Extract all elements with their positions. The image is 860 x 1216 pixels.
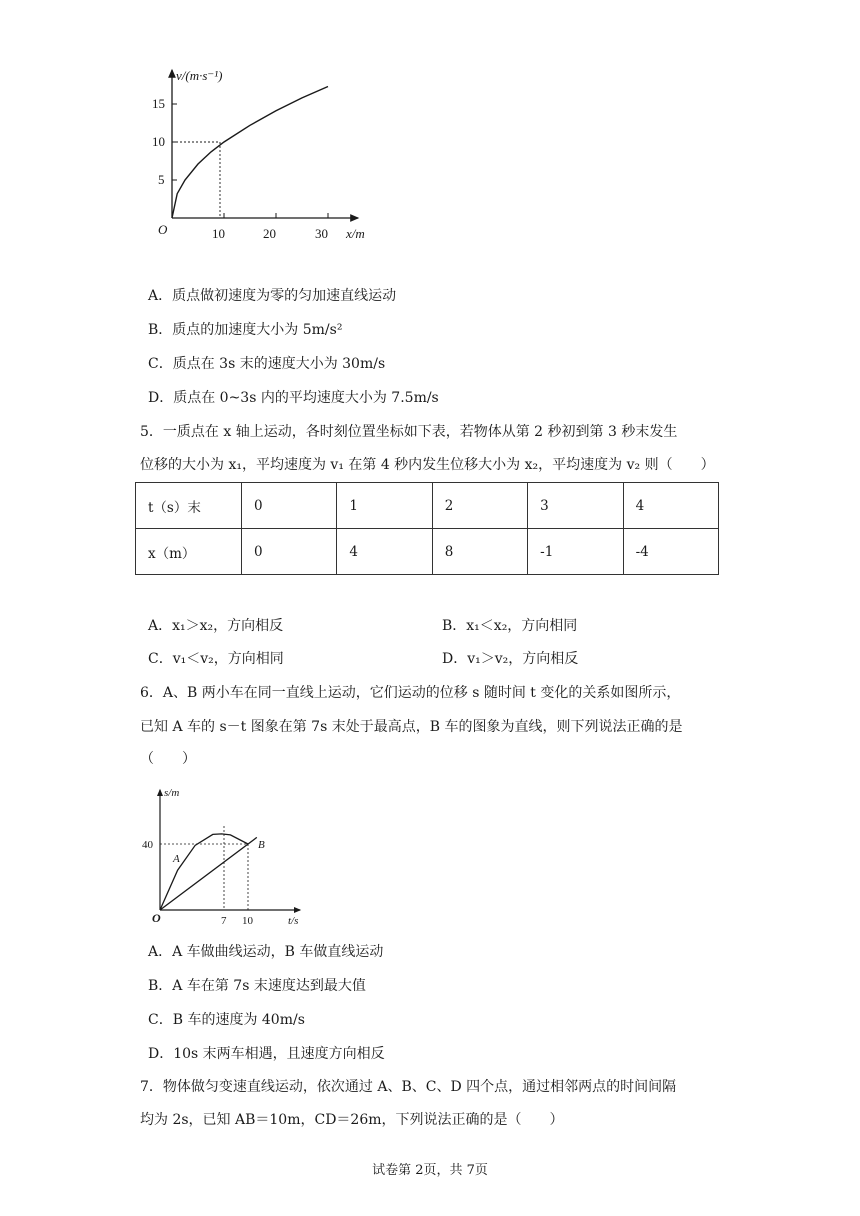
x-tick-label-7: 7 xyxy=(221,915,227,927)
q4-option-b: B．质点的加速度大小为 5m/s² xyxy=(148,322,343,338)
q6-option-b: B．A 车在第 7s 末速度达到最大值 xyxy=(148,978,366,994)
table-header-cell: t（s）末 xyxy=(136,483,242,529)
table-cell: 0 xyxy=(242,483,337,529)
origin-label: O xyxy=(152,911,161,925)
q5-stem-line1: 5．一质点在 x 轴上运动，各时刻位置坐标如下表，若物体从第 2 秒初到第 3 秒末发生 xyxy=(140,424,678,440)
y-tick-label-40: 40 xyxy=(142,839,153,851)
y-tick-label-15: 15 xyxy=(152,96,165,111)
origin-label: O xyxy=(158,222,168,237)
curve-a-label: A xyxy=(173,853,180,865)
q5-option-c: C．v₁＜v₂，方向相同 xyxy=(148,651,284,667)
line-b-label: B xyxy=(258,839,265,851)
table-header-cell: x（m） xyxy=(136,529,242,575)
velocity-position-graph xyxy=(140,60,400,250)
q4-option-d: D．质点在 0~3s 内的平均速度大小为 7.5m/s xyxy=(148,390,439,406)
table-cell: -1 xyxy=(528,529,623,575)
line-b xyxy=(160,837,257,910)
table-cell: 4 xyxy=(337,529,432,575)
table-cell: -4 xyxy=(623,529,718,575)
q7-stem-line2: 均为 2s，已知 AB＝10m，CD＝26m，下列说法正确的是（ ） xyxy=(140,1112,564,1128)
table-row xyxy=(136,529,719,575)
position-time-table xyxy=(135,482,719,575)
y-tick-label-10: 10 xyxy=(152,134,165,149)
q6-stem-line1: 6．A、B 两小车在同一直线上运动，它们运动的位移 s 随时间 t 变化的关系如图所示， xyxy=(140,685,681,701)
curve-a xyxy=(160,834,248,910)
x-tick-label-30: 30 xyxy=(315,226,328,241)
q7-stem-line1: 7．物体做匀变速直线运动，依次通过 A、B、C、D 四个点，通过相邻两点的时间间隔 xyxy=(140,1079,677,1095)
q5-option-b: B．x₁＜x₂，方向相同 xyxy=(442,618,578,634)
table-cell: 8 xyxy=(432,529,527,575)
x-axis-label: t/s xyxy=(288,915,299,927)
x-axis-label: x/m xyxy=(346,226,365,241)
page-footer: 试卷第 2页，共 7页 xyxy=(372,1163,488,1178)
q6-stem-line3: （ ） xyxy=(140,751,196,767)
q6-option-d: D．10s 末两车相遇，且速度方向相反 xyxy=(148,1046,385,1062)
table-cell: 4 xyxy=(623,483,718,529)
q4-option-c: C．质点在 3s 末的速度大小为 30m/s xyxy=(148,356,386,372)
q6-option-a: A．A 车做曲线运动，B 车做直线运动 xyxy=(148,944,384,960)
q5-stem-line2: 位移的大小为 x₁，平均速度为 v₁ 在第 4 秒内发生位移大小为 x₂，平均速度为 v₂ 则（ ） xyxy=(140,457,715,473)
velocity-curve xyxy=(172,87,328,219)
table-cell: 3 xyxy=(528,483,623,529)
table-cell: 0 xyxy=(242,529,337,575)
table-cell: 1 xyxy=(337,483,432,529)
q6-stem-line2: 已知 A 车的 s－t 图象在第 7s 末处于最高点，B 车的图象为直线，则下列说法正确的是 xyxy=(140,719,683,735)
q5-option-d: D．v₁＞v₂，方向相反 xyxy=(442,651,579,667)
table-row xyxy=(136,483,719,529)
table-cell: 2 xyxy=(432,483,527,529)
q5-option-a: A．x₁＞x₂，方向相反 xyxy=(148,618,284,634)
x-tick-label-10: 10 xyxy=(242,915,253,927)
q4-option-a: A．质点做初速度为零的匀加速直线运动 xyxy=(148,288,397,304)
x-tick-label-10: 10 xyxy=(212,226,225,241)
q6-option-c: C．B 车的速度为 40m/s xyxy=(148,1012,305,1028)
x-tick-label-20: 20 xyxy=(263,226,276,241)
y-axis-label: s/m xyxy=(164,787,180,799)
y-tick-label-5: 5 xyxy=(158,172,165,187)
displacement-time-graph xyxy=(140,782,310,930)
y-axis-label: v/(m·s⁻¹) xyxy=(176,68,223,83)
